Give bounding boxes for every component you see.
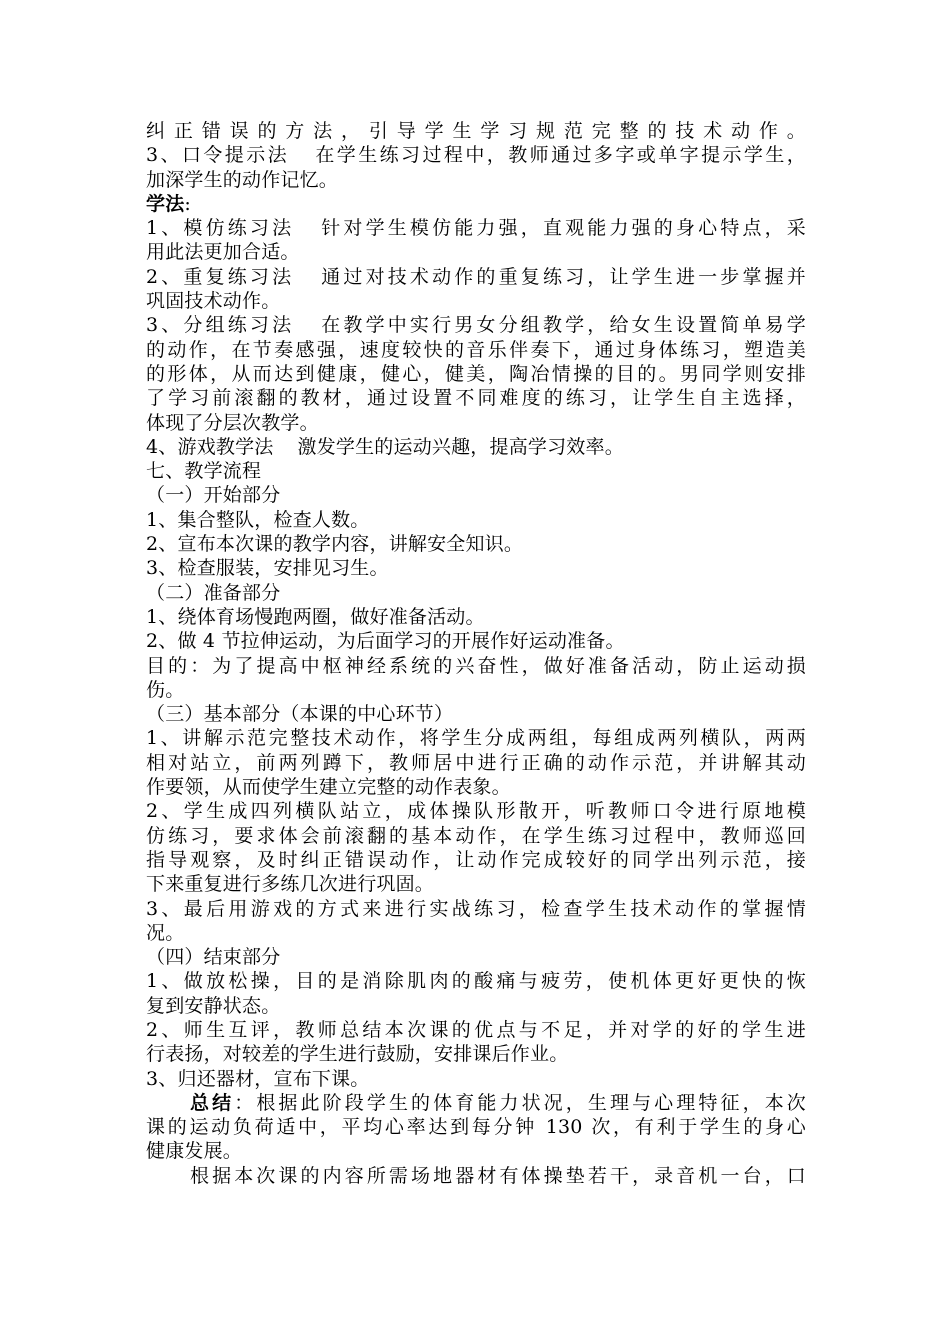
paragraph-line: 1、做放松操，目的是消除肌肉的酸痛与疲劳，使机体更好更快的恢 — [146, 970, 806, 993]
paragraph-line: 1、讲解示范完整技术动作，将学生分成两组，每组成两列横队，两两 — [146, 727, 806, 750]
paragraph-line: 复到安静状态。 — [146, 994, 281, 1017]
paragraph-line: 作要领，从而使学生建立完整的动作表象。 — [146, 776, 511, 799]
paragraph-line: 2、学生成四列横队站立，成体操队形散开，听教师口令进行原地模 — [146, 800, 806, 823]
paragraph-line: 2、做 4 节拉伸运动，为后面学习的开展作好运动准备。 — [146, 630, 625, 653]
method-name: 3、口令提示法 — [146, 144, 290, 167]
subsection-heading: （一）开始部分 — [146, 484, 281, 507]
paragraph-line — [146, 265, 806, 289]
paragraph-line: 1、绕体育场慢跑两圈，做好准备活动。 — [146, 605, 485, 628]
paragraph-line: 仿练习，要求体会前滚翻的基本动作，在学生练习过程中，教师巡回 — [146, 824, 806, 847]
paragraph-line: 伤。 — [146, 678, 185, 701]
paragraph-line — [146, 143, 806, 167]
paragraph-line — [146, 216, 806, 240]
paragraph-line: 纠正错误的方法，引导学生学习规范完整的技术动作。 — [146, 120, 806, 142]
paragraph-line: 指导观察，及时纠正错误动作，让动作完成较好的同学出列示范，接 — [146, 848, 806, 871]
method-name: 4、游戏教学法 — [146, 435, 274, 458]
method-name: 2、重复练习法 — [146, 265, 295, 288]
paragraph-line: 目的：为了提高中枢神经系统的兴奋性，做好准备活动，防止运动损 — [146, 654, 806, 677]
paragraph-line: 的动作，在节奏感强，速度较快的音乐伴奏下，通过身体练习，塑造美 — [146, 338, 806, 361]
method-name: 3、分组练习法 — [146, 314, 295, 337]
summary-text: ：根据此阶段学生的体育能力状况，生理与心理特征，本次 — [234, 1091, 806, 1114]
paragraph-line: 的形体，从而达到健康，健心，健美，陶冶情操的目的。男同学则安排 — [146, 362, 806, 385]
paragraph-line: 2、宣布本次课的教学内容，讲解安全知识。 — [146, 533, 524, 556]
paragraph-line: 根据本次课的内容所需场地器材有体操垫若干，录音机一台，口 — [190, 1164, 806, 1187]
paragraph-line: 了学习前滚翻的教材，通过设置不同难度的练习，让学生自主选择， — [146, 387, 806, 410]
paragraph-line: 况。 — [146, 921, 185, 944]
paragraph-line: 课的运动负荷适中，平均心率达到每分钟 130 次，有利于学生的身心 — [146, 1116, 806, 1139]
paragraph-line: 下来重复进行多练几次进行巩固。 — [146, 873, 435, 896]
paragraph-line: 用此法更加合适。 — [146, 241, 300, 264]
paragraph-line: 1、集合整队，检查人数。 — [146, 508, 370, 531]
paragraph-line — [146, 1091, 806, 1115]
subsection-heading: （二）准备部分 — [146, 581, 281, 604]
paragraph-line — [146, 313, 806, 337]
paragraph-line: 3、检查服装，安排见习生。 — [146, 557, 389, 580]
method-text: 激发学生的运动兴趣，提高学习效率。 — [297, 435, 624, 458]
paragraph-line: 体现了分层次教学。 — [146, 411, 319, 434]
paragraph-line: 巩固技术动作。 — [146, 290, 281, 313]
paragraph-line: 加深学生的动作记忆。 — [146, 168, 339, 191]
heading-xuefa: 学法 — [146, 192, 185, 215]
section-heading: 七、教学流程 — [146, 460, 262, 483]
paragraph-line: 3、归还器材，宣布下课。 — [146, 1067, 370, 1090]
paragraph-line: 3、最后用游戏的方式来进行实战练习，检查学生技术动作的掌握情 — [146, 897, 806, 920]
paragraph-line: 2、师生互评，教师总结本次课的优点与不足，并对学的好的学生进 — [146, 1018, 806, 1041]
paragraph-line: 健康发展。 — [146, 1140, 243, 1163]
summary-label: 总结 — [190, 1091, 235, 1114]
subsection-heading: （三）基本部分（本课的中心环节） — [146, 703, 454, 726]
method-text: 通过对技术动作的重复练习，让学生进一步掌握并 — [318, 265, 806, 288]
method-text: 针对学生模仿能力强，直观能力强的身心特点，采 — [318, 217, 806, 240]
paragraph-line — [146, 435, 806, 459]
method-text: 在学生练习过程中，教师通过多字或单字提示学生， — [313, 144, 806, 167]
paragraph-line: 相对站立，前两列蹲下，教师居中进行正确的动作示范，并讲解其动 — [146, 751, 806, 774]
subsection-heading: （四）结束部分 — [146, 946, 281, 969]
section-heading — [146, 192, 806, 216]
heading-colon: : — [184, 192, 192, 215]
method-text: 在教学中实行男女分组教学，给女生设置简单易学 — [318, 314, 806, 337]
paragraph-line: 行表扬，对较差的学生进行鼓励，安排课后作业。 — [146, 1043, 569, 1066]
document-page — [146, 119, 806, 1188]
method-name: 1、模仿练习法 — [146, 217, 295, 240]
